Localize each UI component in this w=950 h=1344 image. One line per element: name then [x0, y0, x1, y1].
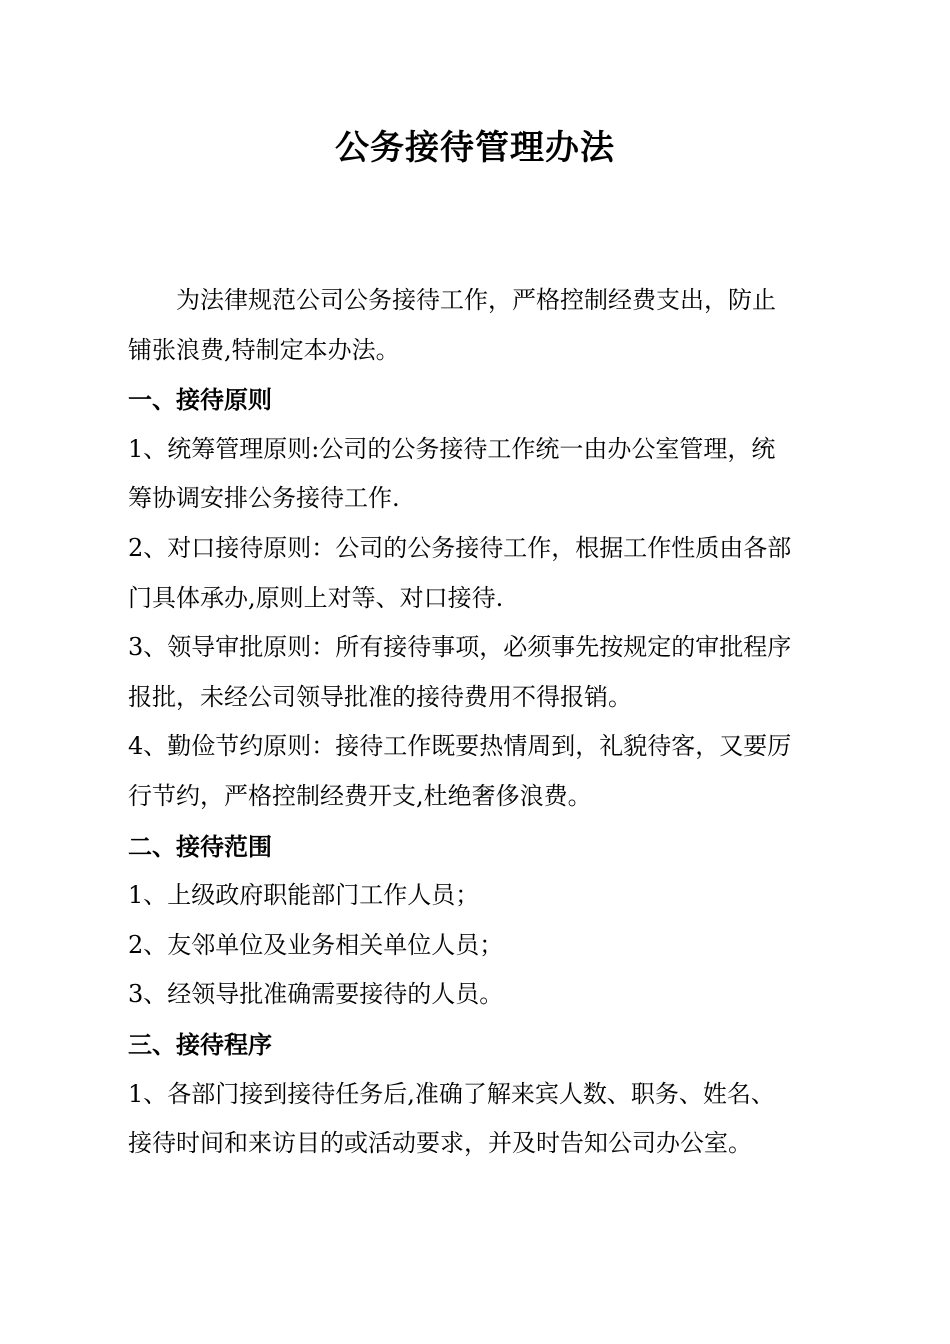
- section-heading-procedure: 三、接待程序: [128, 1029, 272, 1059]
- procedure-1-line-1: 1、各部门接到接待任务后,准确了解来宾人数、职务、姓名、: [128, 1079, 775, 1108]
- principle-3-line-2: 报批，未经公司领导批准的接待费用不得报销。: [128, 682, 632, 711]
- procedure-1-line-2: 接待时间和来访目的或活动要求，并及时告知公司办公室。: [128, 1129, 752, 1158]
- section-heading-scope: 二、接待范围: [128, 831, 272, 861]
- scope-item-2: 2、友邻单位及业务相关单位人员；: [128, 930, 504, 959]
- principle-4-line-2: 行节约，严格控制经费开支,杜绝奢侈浪费。: [128, 781, 592, 810]
- principle-2-line-2: 门具体承办,原则上对等、对口接待.: [128, 583, 504, 612]
- scope-item-1: 1、上级政府职能部门工作人员；: [128, 881, 480, 910]
- intro-paragraph-line-2: 铺张浪费,特制定本办法。: [128, 335, 400, 364]
- intro-paragraph-line-1: 为法律规范公司公务接待工作，严格控制经费支出，防止: [176, 286, 776, 314]
- principle-1-line-1: 1、统筹管理原则:公司的公务接待工作统一由办公室管理，统: [128, 434, 776, 463]
- principle-3-line-1: 3、领导审批原则：所有接待事项，必须事先按规定的审批程序: [128, 633, 792, 662]
- section-heading-principles: 一、接待原则: [128, 385, 272, 415]
- principle-2-line-1: 2、对口接待原则：公司的公务接待工作，根据工作性质由各部: [128, 533, 792, 562]
- principle-4-line-1: 4、勤俭节约原则：接待工作既要热情周到，礼貌待客，又要厉: [128, 732, 792, 761]
- document-title: 公务接待管理办法: [335, 128, 615, 168]
- principle-1-line-2: 筹协调安排公务接待工作.: [128, 484, 400, 513]
- scope-item-3: 3、经领导批准确需要接待的人员。: [128, 980, 504, 1009]
- document-body: [128, 276, 834, 1169]
